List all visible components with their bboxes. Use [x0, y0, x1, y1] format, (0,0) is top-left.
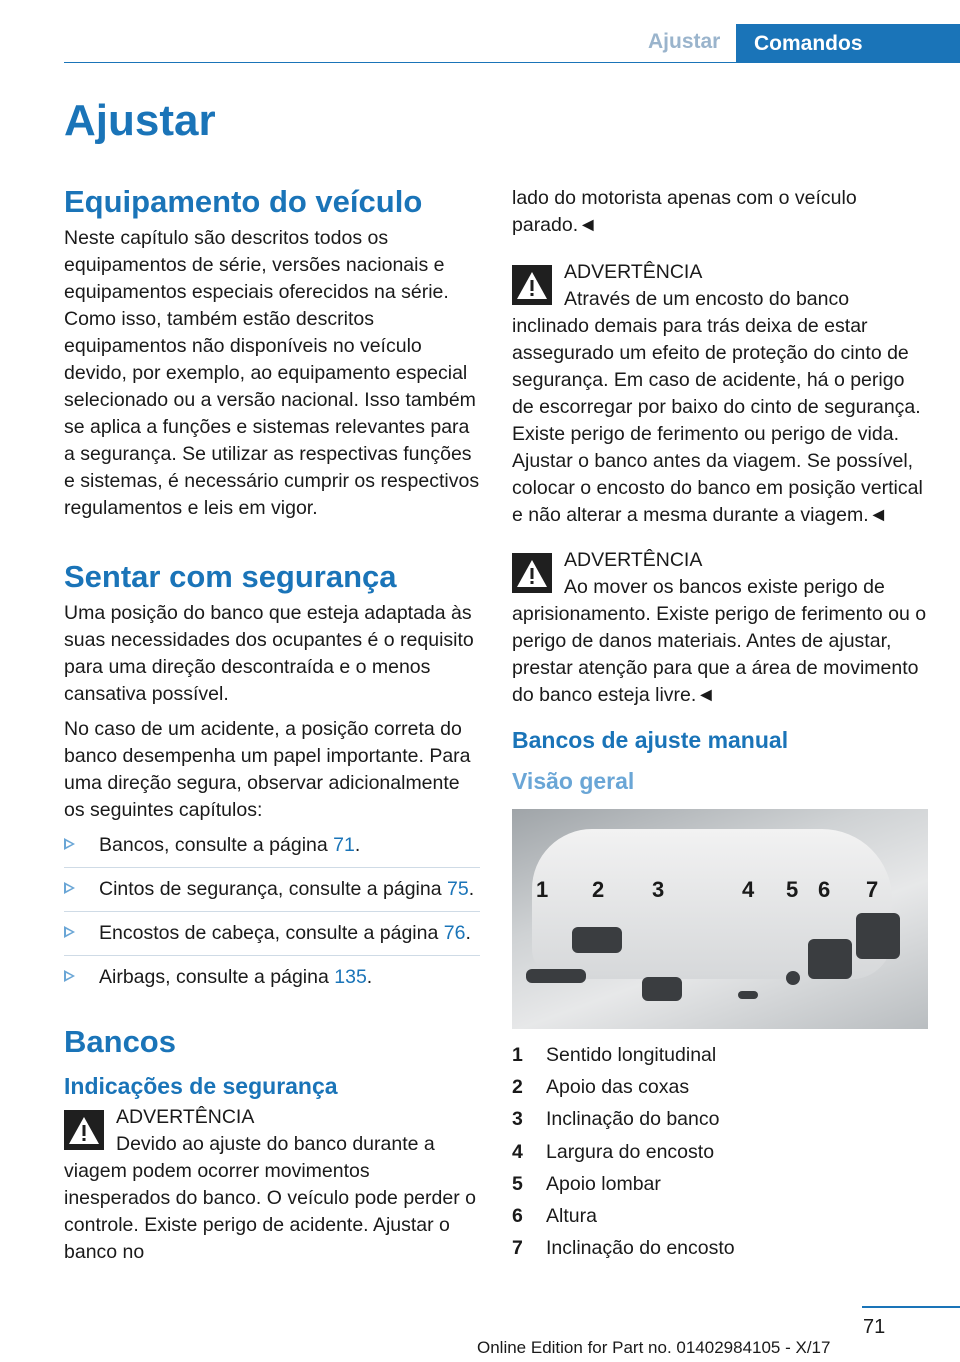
page-link[interactable]: 71 — [333, 834, 355, 857]
paragraph-equipamento: Neste capítulo são descritos todos os equipamentos de série, versões nacionais e equipamentos especiais oferecidos na série. Como isso, também estão descritos equipamentos não disponíveis no veículo devido, por exemplo, ao equipamento especial selecionado ou a versão nacional. Isso também se aplica a funções e sistemas relevantes para a segurança. Se utilizar as respectivas funções e sistemas, é necessário cumprir os respectivos regulamentos e leis em vigor. — [64, 227, 480, 520]
chapter-list — [64, 832, 480, 999]
control-lever — [526, 969, 586, 983]
legend-item: 6 Altura — [512, 1205, 597, 1228]
legend-item: 4 Largura do encosto — [512, 1140, 715, 1163]
photo-label: 2 — [592, 877, 605, 902]
page-link[interactable]: 75 — [446, 878, 469, 901]
legend-item: 2 Apoio das coxas — [512, 1076, 690, 1099]
warning-icon — [512, 553, 552, 593]
footer-rule — [862, 1306, 960, 1308]
seat-controls-image — [512, 809, 928, 1029]
photo-label: 6 — [818, 877, 831, 902]
paragraph-sentar-1: Uma posição do banco que esteja adaptada às suas necessidades dos ocupantes é o requisito para uma direção descontraída e o menos cansativa possível. — [64, 602, 474, 706]
page-link[interactable]: 76 — [443, 922, 466, 945]
list-item: Airbags, consulte a página 135. — [64, 964, 480, 999]
control-switch — [808, 939, 852, 979]
paragraph-sentar-2: No caso de um acidente, a posição correta do banco desempenha um papel importante. Para uma direção segura, observar adicionalmente os seguintes capítulos: — [64, 718, 471, 822]
list-item: Cintos de segurança, consulte a página 75. — [64, 876, 480, 912]
photo-label: 5 — [786, 877, 799, 902]
list-item: Bancos, consulte a página 71. — [64, 832, 480, 868]
page-link[interactable]: 135 — [334, 966, 367, 989]
bullet-triangle-icon — [64, 882, 75, 894]
warning-text: Devido ao ajuste do banco durante a viagem podem ocorrer movimentos inesperados do banco. O veículo pode perder o controle. Existe perigo de acidente. Ajustar o banco no — [64, 1133, 476, 1264]
control-lever — [572, 927, 622, 953]
bullet-triangle-icon — [64, 970, 75, 982]
bullet-triangle-icon — [64, 838, 75, 850]
heading-sentar: Sentar com segurança — [64, 559, 397, 595]
left-column — [64, 185, 480, 1284]
warning-caption: ADVERTÊNCIA — [116, 1106, 255, 1129]
heading-bancos-manual: Bancos de ajuste manual — [512, 727, 789, 753]
warning-caption: ADVERTÊNCIA — [564, 549, 703, 571]
warning-text: Ao mover os bancos existe perigo de aprisionamento. Existe perigo de ferimento ou o perigo de danos materiais. Antes de ajustar, prestar atenção para que a área de movimento do banco esteja livre.◄ — [512, 576, 927, 706]
warning-icon — [512, 265, 552, 305]
control-knob — [786, 971, 800, 985]
warning-caption: ADVERTÊNCIA — [564, 261, 703, 283]
legend-item: 7 Inclinação do encosto — [512, 1237, 735, 1260]
header-section: Ajustar — [648, 30, 721, 53]
heading-indicacoes: Indicações de segurança — [64, 1073, 338, 1100]
bullet-triangle-icon — [64, 926, 75, 938]
control-lever — [642, 977, 682, 1001]
warning-block — [512, 259, 928, 529]
photo-label: 4 — [742, 877, 755, 902]
photo-label: 1 — [536, 877, 549, 902]
right-column — [512, 185, 928, 1264]
page-title: Ajustar — [64, 96, 216, 145]
legend-item: 1 Sentido longitudinal — [512, 1044, 717, 1066]
paragraph-continued: lado do motorista apenas com o veículo parado.◄ — [512, 187, 857, 236]
warning-text: Através de um encosto do banco inclinado demais para trás deixa de estar assegurado um efeito de proteção do cinto de segurança. Em caso de acidente, há o perigo de escorregar por baixo do cinto de segurança. Existe perigo de ferimento ou perigo de vida. Ajustar o banco antes da viagem. Se possível, colocar o encosto do banco em posição vertical e não alterar a mesma durante a viagem.◄ — [512, 288, 923, 526]
warning-block — [64, 1104, 480, 1266]
heading-visao-geral: Visão geral — [512, 768, 635, 794]
legend-list — [512, 1039, 928, 1264]
control-button — [738, 991, 758, 999]
photo-label: 7 — [866, 877, 879, 902]
warning-block — [512, 547, 928, 709]
warning-icon — [64, 1110, 104, 1150]
legend-item: 5 Apoio lombar — [512, 1172, 661, 1195]
edition-note: Online Edition for Part no. 01402984105 - X/17 — [477, 1338, 831, 1357]
legend-item: 3 Inclinação do banco — [512, 1108, 720, 1131]
heading-equipamento: Equipamento do veículo — [64, 184, 423, 219]
list-item: Encostos de cabeça, consulte a página 76. — [64, 920, 480, 956]
page-number: 71 — [863, 1316, 886, 1338]
photo-label: 3 — [652, 877, 665, 902]
header-tab: Comandos — [736, 24, 960, 63]
control-switch — [856, 913, 900, 959]
heading-bancos: Bancos — [64, 1024, 176, 1060]
